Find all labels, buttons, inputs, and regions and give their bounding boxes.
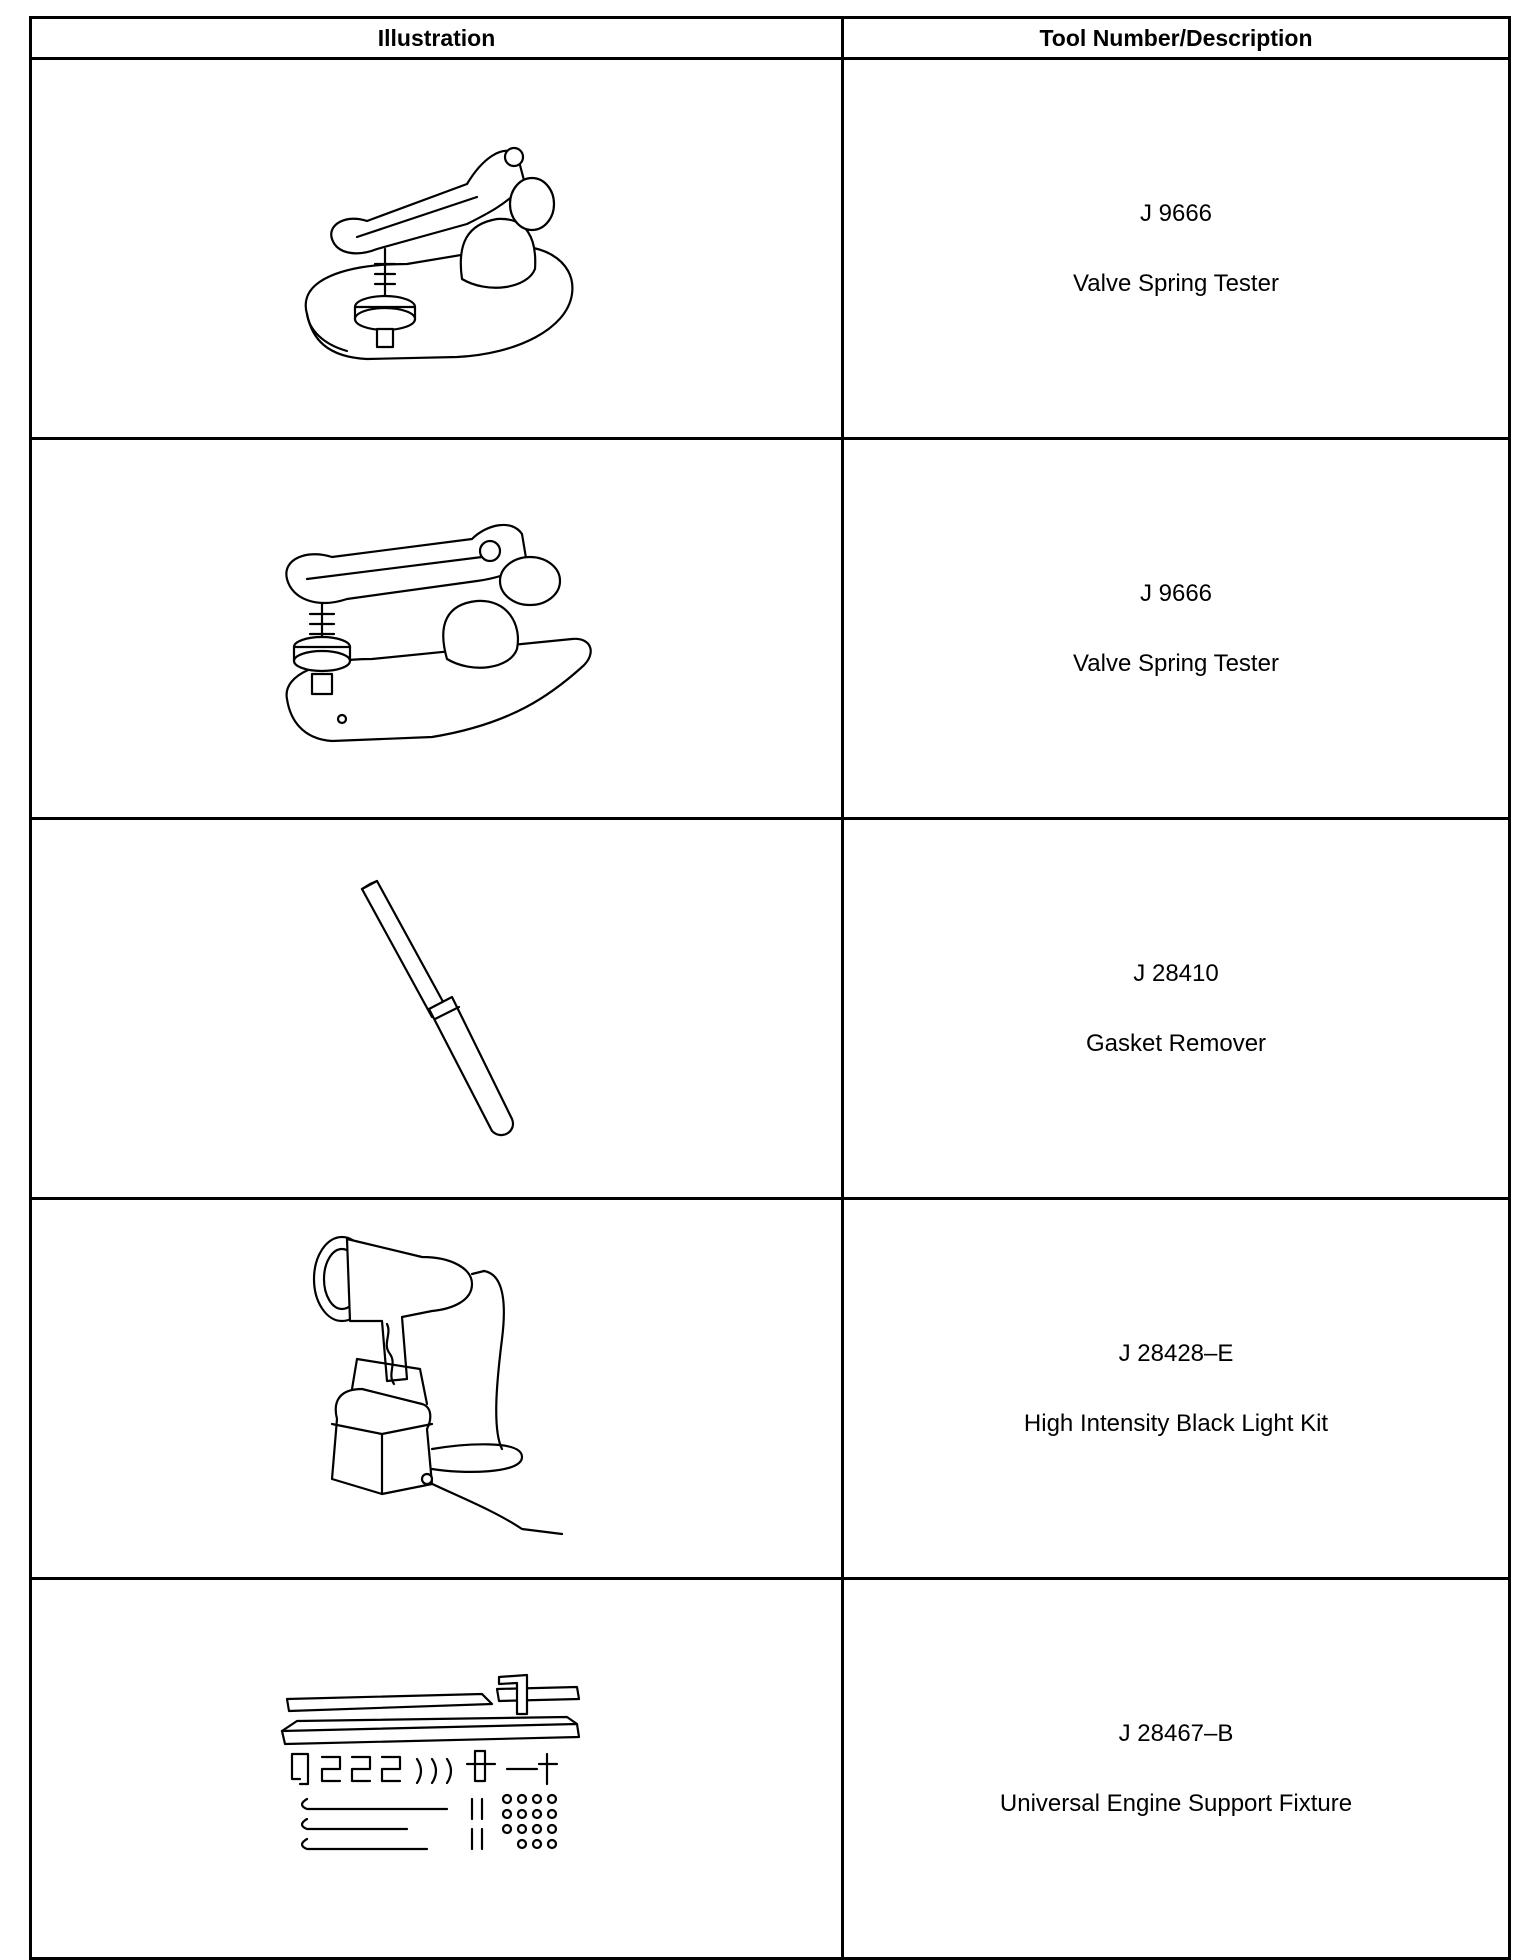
illustration-cell [31, 819, 843, 1199]
tool-description: High Intensity Black Light Kit [1023, 1409, 1329, 1437]
illustration-cell [31, 439, 843, 819]
tool-number: J 9666 [1139, 199, 1213, 227]
description-cell [843, 1579, 1510, 1959]
valve-spring-tester-icon [287, 129, 587, 369]
description-cell [843, 439, 1510, 819]
header-tool-description: Tool Number/Description [843, 18, 1510, 59]
valve-spring-tester-icon [272, 509, 602, 749]
description-cell [843, 59, 1510, 439]
black-light-kit-icon [302, 1229, 572, 1549]
illustration-cell [31, 1579, 843, 1959]
tool-number: J 28467–B [1118, 1719, 1234, 1747]
illustration-cell [31, 59, 843, 439]
description-cell [843, 1199, 1510, 1579]
gasket-remover-icon [337, 869, 537, 1149]
table-row [31, 59, 1510, 439]
tool-number: J 9666 [1139, 579, 1213, 607]
tool-number: J 28428–E [1118, 1339, 1234, 1367]
tool-number: J 28410 [1133, 959, 1219, 987]
header-illustration: Illustration [31, 18, 843, 59]
table-row [31, 1199, 1510, 1579]
description-cell [843, 819, 1510, 1199]
table-row [31, 439, 1510, 819]
special-tools-table [29, 16, 1511, 1960]
table-row [31, 819, 1510, 1199]
table-row [31, 1579, 1510, 1959]
illustration-cell [31, 1199, 843, 1579]
engine-support-fixture-icon [277, 1669, 597, 1869]
tool-description: Valve Spring Tester [1073, 269, 1279, 297]
tool-description: Universal Engine Support Fixture [999, 1789, 1353, 1817]
header-row [31, 18, 1510, 59]
tool-description: Valve Spring Tester [1073, 649, 1279, 677]
tool-description: Gasket Remover [1085, 1029, 1267, 1057]
